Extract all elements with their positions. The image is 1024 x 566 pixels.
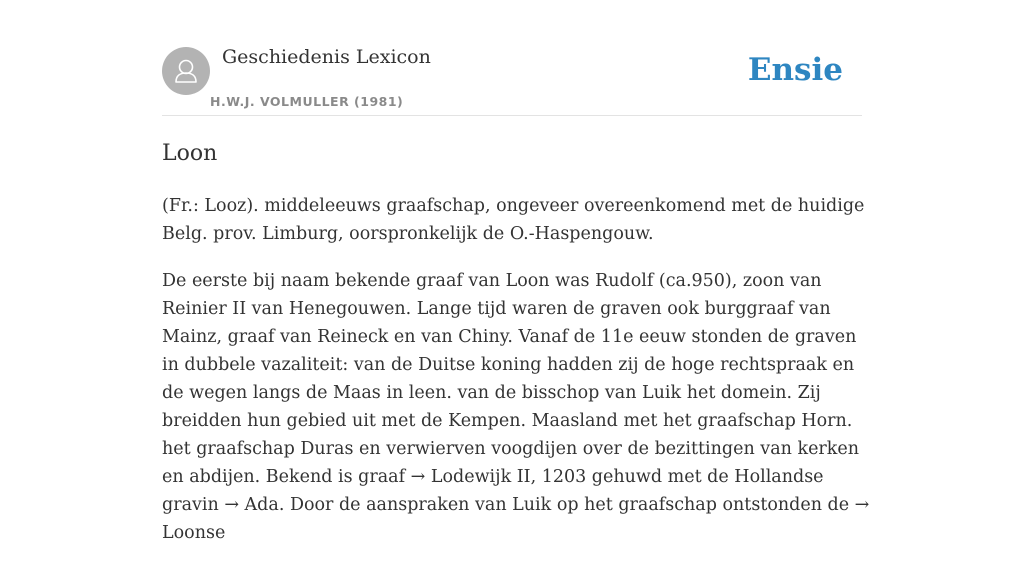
lexicon-header: [162, 44, 862, 116]
lexicon-title[interactable]: Geschiedenis Lexicon: [222, 46, 431, 68]
brand-logo[interactable]: Ensie: [747, 52, 843, 88]
entry-paragraph: (Fr.: Looz). middeleeuws graafschap, ongeveer overeenkomend met de huidige Belg. prov. Limburg, oorspronkelijk de O.-Haspengouw.: [162, 196, 865, 244]
user-avatar-icon[interactable]: [162, 47, 210, 95]
author-credit: H.W.J. VOLMULLER (1981): [210, 94, 404, 109]
person-outline-icon: [162, 47, 210, 95]
entry-paragraph: De eerste bij naam bekende graaf van Loon was Rudolf (ca.950), zoon van Reinier II van Henegouwen. Lange tijd waren de graven ook burggraaf van Mainz, graaf van Reineck en van Chiny. Vanaf de 11e eeuw stonden de graven in dubbele vazaliteit: van de Duitse koning hadden zij de hoge rechtspraak en de wegen langs de Maas in leen. van de bisschop van Luik het domein. Zij breidden hun gebied uit met de Kempen. Maasland met het graafschap Horn. het graafschap Duras en verwierven voogdijen over de bezittingen van kerken en abdijen. Bekend is graaf → Lodewijk II, 1203 gehuwd met de Hollandse gravin → Ada. Door de aanspraken van Luik op het graafschap ontstonden de → Loonse: [162, 271, 870, 543]
entry-content: [162, 138, 872, 566]
entry-title: Loon: [162, 141, 218, 166]
